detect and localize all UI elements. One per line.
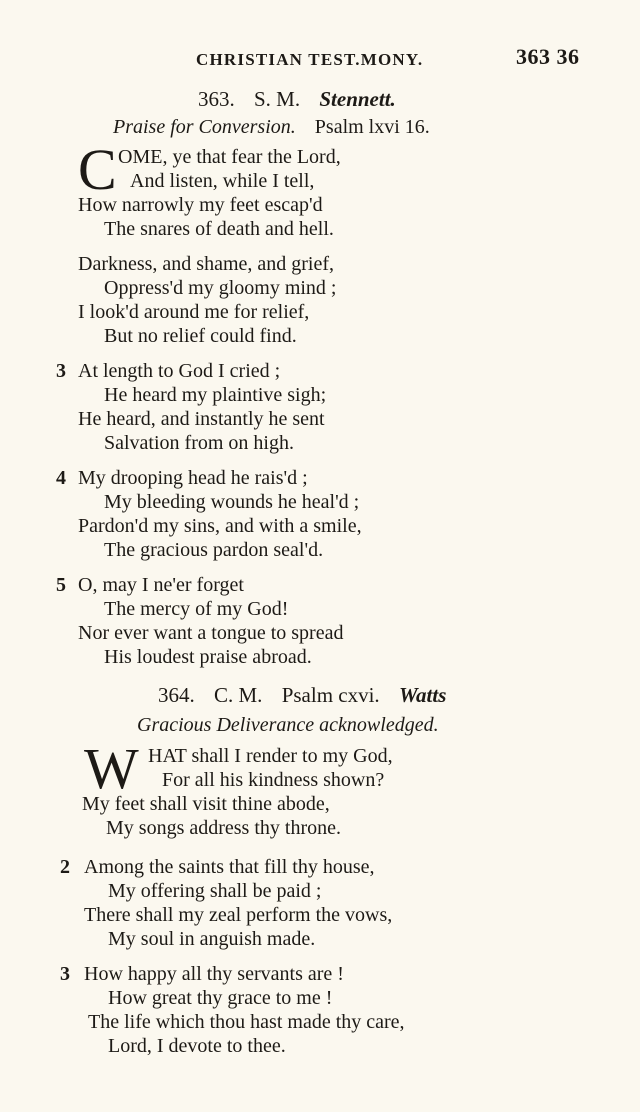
verse-line: But no relief could find. (104, 325, 297, 347)
verse-line: The mercy of my God! (104, 598, 289, 620)
stanza-number: 4 (56, 467, 66, 489)
hymn-number: 364. (158, 683, 195, 707)
running-head (0, 44, 640, 74)
verse-line: My drooping head he rais'd ; (78, 467, 308, 489)
verse-line: For all his kindness shown? (162, 769, 385, 791)
verse-line: HAT shall I render to my God, (148, 745, 393, 767)
verse-line: Pardon'd my sins, and with a smile, (78, 515, 362, 537)
verse-line: My bleeding wounds he heal'd ; (104, 491, 360, 513)
verse-line: The gracious pardon seal'd. (104, 539, 324, 561)
verse-line: OME, ye that fear the Lord, (118, 146, 341, 168)
hymn-scripture: Psalm lxvi 16. (314, 116, 430, 138)
verse-line: The snares of death and hell. (104, 218, 334, 240)
hymn-header (158, 683, 446, 708)
running-head-title: CHRISTIAN TEST.MONY. (196, 50, 424, 69)
page-number: 363 36 (516, 44, 580, 69)
verse-line: And listen, while I tell, (130, 170, 315, 192)
verse-line: Oppress'd my gloomy mind ; (104, 277, 337, 299)
verse-line: How happy all thy servants are ! (84, 963, 344, 985)
verse-line: How narrowly my feet escap'd (78, 194, 323, 216)
stanza-number: 2 (60, 856, 70, 878)
stanza-number: 3 (60, 963, 70, 985)
verse-line: Salvation from on high. (104, 432, 294, 454)
verse-line: My offering shall be paid ; (108, 880, 322, 902)
hymn-scripture: Psalm cxvi. (281, 683, 380, 707)
verse-line: I look'd around me for relief, (78, 301, 310, 323)
stanza-number: 5 (56, 574, 66, 596)
verse-line: Lord, I devote to thee. (108, 1035, 286, 1057)
hymn-meter: S. M. (254, 87, 301, 111)
verse-line: There shall my zeal perform the vows, (84, 904, 393, 926)
hymn-header (198, 87, 396, 112)
verse-line: Nor ever want a tongue to spread (78, 622, 344, 644)
hymn-author: Watts (398, 683, 447, 707)
verse-line: My songs address thy throne. (106, 817, 341, 839)
verse-line: Among the saints that fill thy house, (84, 856, 375, 878)
hymn-author: Stennett. (319, 87, 396, 111)
verse-line: O, may I ne'er forget (78, 574, 244, 596)
verse-line: Darkness, and shame, and grief, (78, 253, 335, 275)
verse-line: My feet shall visit thine abode, (82, 793, 330, 815)
verse-line: The life which thou hast made thy care, (88, 1011, 405, 1033)
verse-line: How great thy grace to me ! (108, 987, 333, 1009)
verse-line: His loudest praise abroad. (104, 646, 312, 668)
hymn-number: 363. (198, 87, 235, 111)
verse-line: He heard, and instantly he sent (78, 408, 325, 430)
verse-line: My soul in anguish made. (108, 928, 316, 950)
hymn-title: Gracious Deliverance acknowledged. (137, 714, 439, 736)
hymn-title: Praise for Conversion. (113, 116, 296, 138)
hymn-meter: C. M. (214, 683, 263, 707)
verse-line: At length to God I cried ; (78, 360, 281, 382)
drop-cap: C (78, 137, 117, 202)
stanza-number: 3 (56, 360, 66, 382)
hymn-subtitle (113, 116, 430, 139)
hymn-subtitle (137, 714, 439, 737)
verse-line: He heard my plaintive sigh; (104, 384, 327, 406)
drop-cap: W (84, 736, 139, 801)
